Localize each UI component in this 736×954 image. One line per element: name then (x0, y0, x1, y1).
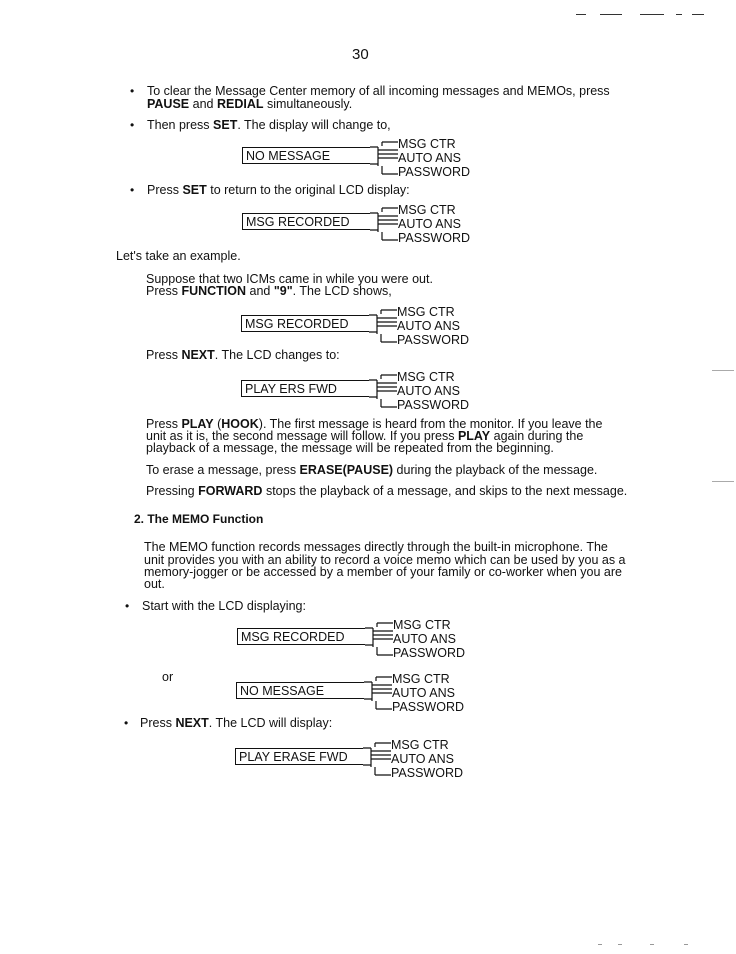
paragraph-line: out. (144, 577, 165, 591)
scan-mark (712, 481, 734, 482)
paragraph-line: Let's take an example. (116, 249, 241, 263)
paragraph-line: Pressing FORWARD stops the playback of a message, and skips to the next message. (146, 484, 628, 498)
bullet-icon: • (130, 118, 135, 132)
paragraph-line: unit as it is, the second message will follow. If you press PLAY again during the (146, 429, 584, 443)
lcd-option-password: PASSWORD (392, 700, 464, 714)
scan-mark (600, 14, 622, 15)
lcd-screen-text: MSG RECORDED (242, 213, 370, 230)
lcd-bracket-icon (369, 304, 399, 346)
lcd-bracket-icon (364, 671, 394, 713)
lcd-bracket-icon (369, 369, 399, 411)
scan-mark (712, 370, 734, 371)
scan-mark (684, 944, 688, 945)
lcd-option-auto-ans: AUTO ANS (398, 217, 461, 231)
paragraph-line: Press NEXT. The LCD will display: (140, 716, 333, 730)
lcd-screen-text: PLAY ERS FWD (241, 380, 369, 397)
paragraph-line: The MEMO function records messages directly through the built-in microphone. The (144, 540, 608, 554)
lcd-option-msg-ctr: MSG CTR (397, 305, 455, 319)
bullet-icon: • (130, 84, 135, 98)
paragraph-line: To clear the Message Center memory of all incoming messages and MEMOs, press (147, 84, 610, 98)
lcd-option-password: PASSWORD (391, 766, 463, 780)
lcd-option-auto-ans: AUTO ANS (391, 752, 454, 766)
lcd-bracket-icon (365, 617, 395, 659)
scan-mark (692, 14, 704, 15)
lcd-bracket-icon (370, 202, 400, 244)
lcd-screen-text: MSG RECORDED (241, 315, 369, 332)
paragraph-line: To erase a message, press ERASE(PAUSE) during the playback of the message. (146, 463, 598, 477)
lcd-bracket-icon (363, 737, 393, 779)
lcd-option-password: PASSWORD (398, 231, 470, 245)
bullet-icon: • (125, 599, 130, 613)
paragraph-line: playback of a message, the message will be repeated from the beginning. (146, 441, 554, 455)
scan-mark (640, 14, 664, 15)
bullet-icon: • (130, 183, 135, 197)
lcd-screen-text: PLAY ERASE FWD (235, 748, 363, 765)
paragraph-line: PAUSE and REDIAL simultaneously. (147, 97, 353, 111)
paragraph-line: Press FUNCTION and "9". The LCD shows, (146, 284, 392, 298)
scan-mark (576, 14, 586, 15)
lcd-option-msg-ctr: MSG CTR (392, 672, 450, 686)
lcd-option-auto-ans: AUTO ANS (397, 319, 460, 333)
paragraph-line: Press PLAY (HOOK). The first message is heard from the monitor. If you leave the (146, 417, 603, 431)
paragraph-line: memory-jogger or be accessed by a member of your family or co-worker when you are (144, 565, 622, 579)
page-number: 30 (352, 46, 369, 63)
bullet-icon: • (124, 716, 129, 730)
lcd-screen-text: MSG RECORDED (237, 628, 365, 645)
scan-mark (650, 944, 654, 945)
section-heading: 2. The MEMO Function (134, 512, 264, 526)
paragraph-line: Press NEXT. The LCD changes to: (146, 348, 340, 362)
paragraph-line: Start with the LCD displaying: (142, 599, 306, 613)
lcd-option-auto-ans: AUTO ANS (397, 384, 460, 398)
lcd-option-msg-ctr: MSG CTR (398, 203, 456, 217)
lcd-option-auto-ans: AUTO ANS (393, 632, 456, 646)
paragraph-line: unit provides you with an ability to record a voice memo which can be used by you as a (144, 553, 626, 567)
paragraph-line: or (162, 670, 174, 684)
lcd-bracket-icon (370, 136, 400, 178)
lcd-option-password: PASSWORD (397, 398, 469, 412)
paragraph-line: Then press SET. The display will change to, (147, 118, 391, 132)
lcd-option-auto-ans: AUTO ANS (392, 686, 455, 700)
lcd-option-password: PASSWORD (393, 646, 465, 660)
lcd-option-msg-ctr: MSG CTR (391, 738, 449, 752)
lcd-option-msg-ctr: MSG CTR (398, 137, 456, 151)
lcd-option-msg-ctr: MSG CTR (393, 618, 451, 632)
paragraph-line: Suppose that two ICMs came in while you were out. (146, 272, 433, 286)
lcd-screen-text: NO MESSAGE (242, 147, 370, 164)
paragraph-line: Press SET to return to the original LCD display: (147, 183, 410, 197)
scan-mark (676, 14, 682, 15)
lcd-option-password: PASSWORD (398, 165, 470, 179)
lcd-screen-text: NO MESSAGE (236, 682, 364, 699)
lcd-option-password: PASSWORD (397, 333, 469, 347)
scan-mark (618, 944, 622, 945)
lcd-option-auto-ans: AUTO ANS (398, 151, 461, 165)
lcd-option-msg-ctr: MSG CTR (397, 370, 455, 384)
scan-mark (598, 944, 602, 945)
